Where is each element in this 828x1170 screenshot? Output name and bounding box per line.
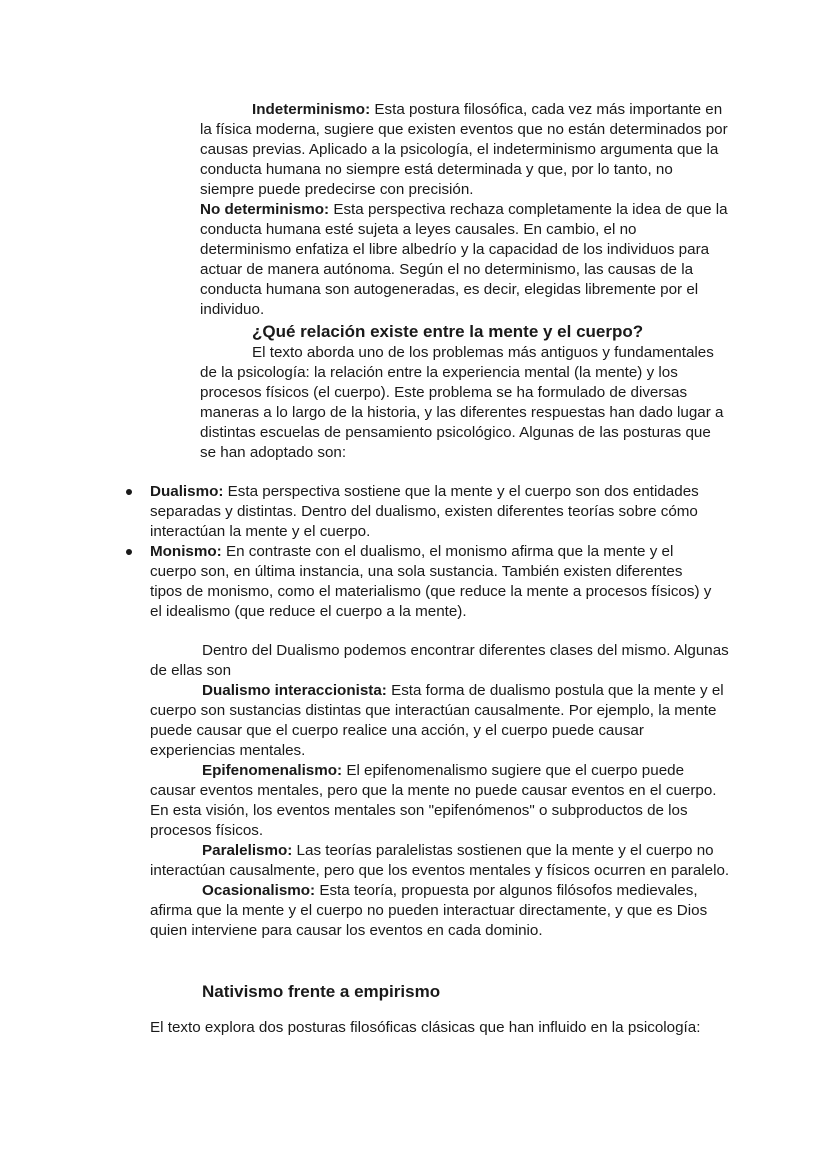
paragraph-dualismo-interaccionista [150, 681, 730, 761]
term-no-determinismo: No determinismo: [200, 201, 330, 218]
paragraph-ocasionalismo [150, 881, 730, 941]
paragraph-dualism-intro: Dentro del Dualismo podemos encontrar diferentes clases del mismo. Algunas de ellas son [150, 642, 729, 679]
list-item-monismo [150, 542, 715, 622]
determinism-section [200, 100, 730, 320]
term-epifenomenalismo: Epifenomenalismo: [202, 762, 343, 779]
definition-monismo: En contraste con el dualismo, el monismo afirma que la mente y el cuerpo son, en última instancia, una sola sustancia. También existen diferentes tipos de monismo, como el materialismo (que reduce la mente a procesos físicos) y el idealismo (que reduce el cuerpo a la mente). [150, 543, 712, 620]
definition-dualismo-interaccionista: Esta forma de dualismo postula que la mente y el cuerpo son sustancias distintas que interactúan causalmente. Por ejemplo, la mente puede causar que el cuerpo realice una acción, y el cuerpo puede causar experiencias mentales. [150, 682, 724, 759]
definition-indeterminismo: Esta postura filosófica, cada vez más importante en la física moderna, sugiere que existen eventos que no están determinados por causas previas. Aplicado a la psicología, el indeterminismo argumenta que la conducta humana no siempre está determinada y que, por lo tanto, no siempre puede predecirse con precisión. [200, 101, 728, 198]
nativism-section [150, 981, 730, 1003]
paragraph-mind-body-intro: El texto aborda uno de los problemas más antiguos y fundamentales de la psicología: la relación entre la experiencia mental (la mente) y los procesos físicos (el cuerpo). Este problema se ha formulado de diversas maneras a lo largo de la historia, y las diferentes respuestas han dado lugar a distintas escuelas de pensamiento psicológico. Algunas de las posturas que se han adoptado son: [200, 344, 724, 461]
nativism-intro-block [150, 1018, 730, 1038]
paragraph-nativism-intro: El texto explora dos posturas filosóficas clásicas que han influido en la psicología: [150, 1019, 701, 1036]
term-dualismo-interaccionista: Dualismo interaccionista: [202, 682, 387, 699]
definition-ocasionalismo: Esta teoría, propuesta por algunos filósofos medievales, afirma que la mente y el cuerpo no pueden interactuar directamente, y que es Dios quien interviene para causar los eventos en cada dominio. [150, 882, 708, 939]
definition-dualismo: Esta perspectiva sostiene que la mente y el cuerpo son dos entidades separadas y distintas. Dentro del dualismo, existen diferentes teorías sobre cómo interactúan la mente y el cuerpo. [150, 483, 699, 540]
term-monismo: Monismo: [150, 543, 222, 560]
mind-body-section [200, 321, 730, 463]
term-ocasionalismo: Ocasionalismo: [202, 882, 316, 899]
term-paralelismo: Paralelismo: [202, 842, 293, 859]
definition-epifenomenalismo: El epifenomenalismo sugiere que el cuerpo puede causar eventos mentales, pero que la mente no puede causar eventos en el cuerpo. En esta visión, los eventos mentales son "epifenómenos" o subproductos de los procesos físicos. [150, 762, 717, 839]
definition-no-determinismo: Esta perspectiva rechaza completamente la idea de que la conducta humana esté sujeta a leyes causales. En cambio, el no determinismo enfatiza el libre albedrío y la capacidad de los individuos para actuar de manera autónoma. Según el no determinismo, las causas de la conducta humana son autogeneradas, es decir, elegidas libremente por el individuo. [200, 201, 728, 318]
dualism-types-section [150, 641, 730, 941]
bullet-icon [126, 549, 132, 555]
list-item-dualismo [150, 482, 715, 542]
paragraph-no-determinismo [200, 200, 730, 320]
term-dualismo: Dualismo: [150, 483, 224, 500]
paragraph-epifenomenalismo [150, 761, 730, 841]
term-indeterminismo: Indeterminismo: [252, 101, 371, 118]
definition-paralelismo: Las teorías paralelistas sostienen que la mente y el cuerpo no interactúan causalmente, pero que los eventos mentales y físicos ocurren en paralelo. [150, 842, 730, 879]
paragraph-indeterminismo [200, 100, 730, 200]
section-heading-mind-body: ¿Qué relación existe entre la mente y el cuerpo? [252, 322, 644, 341]
bullet-icon [126, 489, 132, 495]
paragraph-paralelismo [150, 841, 730, 881]
section-heading-nativism: Nativismo frente a empirismo [202, 982, 441, 1001]
positions-list [150, 482, 715, 622]
